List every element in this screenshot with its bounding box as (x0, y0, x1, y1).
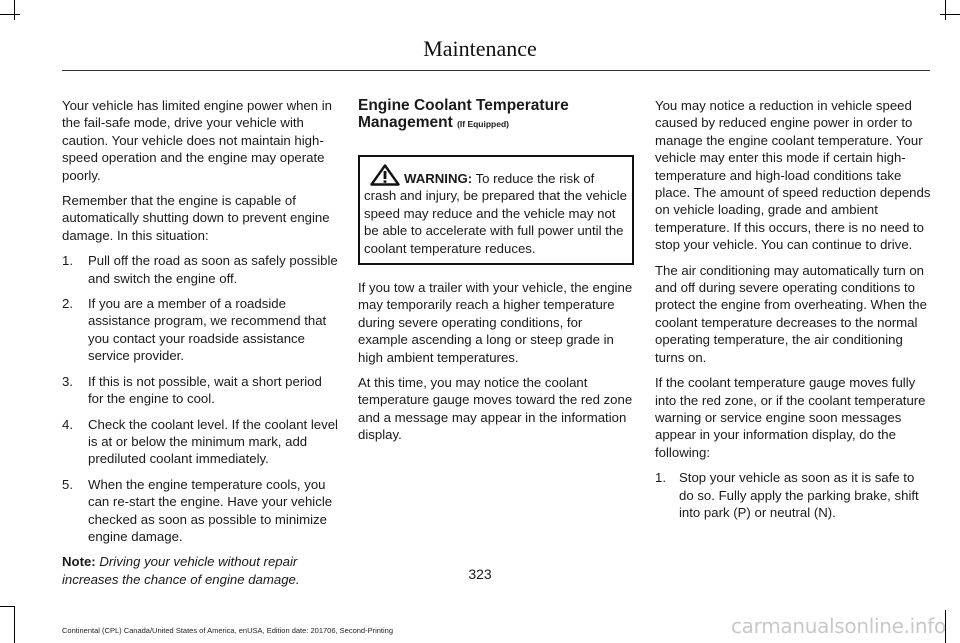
right-column (655, 97, 931, 529)
header-rule (62, 70, 930, 71)
numbered-list (655, 469, 931, 521)
left-column (62, 97, 338, 596)
crop-mark (940, 14, 960, 15)
crop-mark (14, 606, 15, 643)
paragraph: Remember that the engine is capable of automatically shutting down to prevent engine damage. In this situation: (62, 193, 330, 243)
paragraph: If you tow a trailer with your vehicle, the engine may temporarily reach a higher temperature during severe operating conditions, for example ascending a long or steep grade in high ambient temperatures. (358, 280, 633, 365)
paragraph: If the coolant temperature gauge moves fully into the red zone, or if the coolant temperature warning or service engine soon messages appear in your information display, do the following: (655, 375, 926, 460)
warning-text: To reduce the risk of crash and injury, be prepared that the vehicle speed may reduce and the vehicle may not be able to accelerate with full power until the coolant temperature reduces. (364, 171, 627, 256)
list-item: 3. If this is not possible, wait a short period for the engine to cool. (62, 373, 322, 407)
paragraph: You may notice a reduction in vehicle speed caused by reduced engine power in order to manage the engine coolant temperature. Your vehicle may enter this mode if certain high-temperature and high-load conditions take place. The amount of speed reduction depends on vehicle loading, grade and ambient temperature. If this occurs, there is no need to stop your vehicle. You can continue to drive. (655, 98, 931, 253)
heading-qualifier: (If Equipped) (457, 119, 509, 129)
list-item: 4. Check the coolant level. If the coolant level is at or below the minimum mark, add prediluted coolant immediately. (62, 416, 338, 467)
paragraph: At this time, you may notice the coolant temperature gauge moves toward the red zone and a message may appear in the information display. (358, 375, 633, 443)
paragraph: The air conditioning may automatically turn on and off during severe operating conditions to protect the engine from overheating. When the coolant temperature decreases to the normal operating temperature, the air conditioning turns on. (655, 262, 927, 365)
page-header-title: Maintenance (423, 36, 537, 61)
list-item: 1. Pull off the road as soon as safely possible and switch the engine off. (62, 253, 338, 286)
warning-box (358, 155, 634, 265)
crop-mark (0, 14, 20, 15)
numbered-list (62, 252, 338, 545)
list-item: 2. If you are a member of a roadside assistance program, we recommend that you contact your roadside assistance service provider. (62, 296, 327, 364)
middle-column (358, 97, 634, 452)
crop-mark (945, 0, 946, 20)
edition-footer: Continental (CPL) Canada/United States of America, enUSA, Edition date: 201706, Second-Printing (62, 626, 394, 635)
crop-mark (0, 606, 14, 607)
warning-label: WARNING: (404, 171, 473, 186)
warning-triangle-icon (370, 164, 400, 186)
note-label: Note: (62, 554, 96, 570)
note-text: Driving your vehicle without repair increases the chance of engine damage. (62, 554, 300, 587)
watermark: carmanualsonline.info (730, 614, 946, 638)
crop-mark (14, 0, 15, 20)
list-item: 1. Stop your vehicle as soon as it is safe to do so. Fully apply the parking brake, shift into park (P) or neutral (N). (655, 470, 919, 520)
page-number: 323 (468, 566, 492, 582)
list-item: 5. When the engine temperature cools, you can re-start the engine. Have your vehicle checked as soon as possible to minimize engine damage. (62, 476, 333, 544)
paragraph: Your vehicle has limited engine power when in the fail-safe mode, drive your vehicle with caution. Your vehicle does not maintain high-speed operation and the engine may operate poorly. (62, 98, 333, 183)
section-heading: Engine Coolant Temperature Management (If Equipped) (358, 97, 569, 131)
